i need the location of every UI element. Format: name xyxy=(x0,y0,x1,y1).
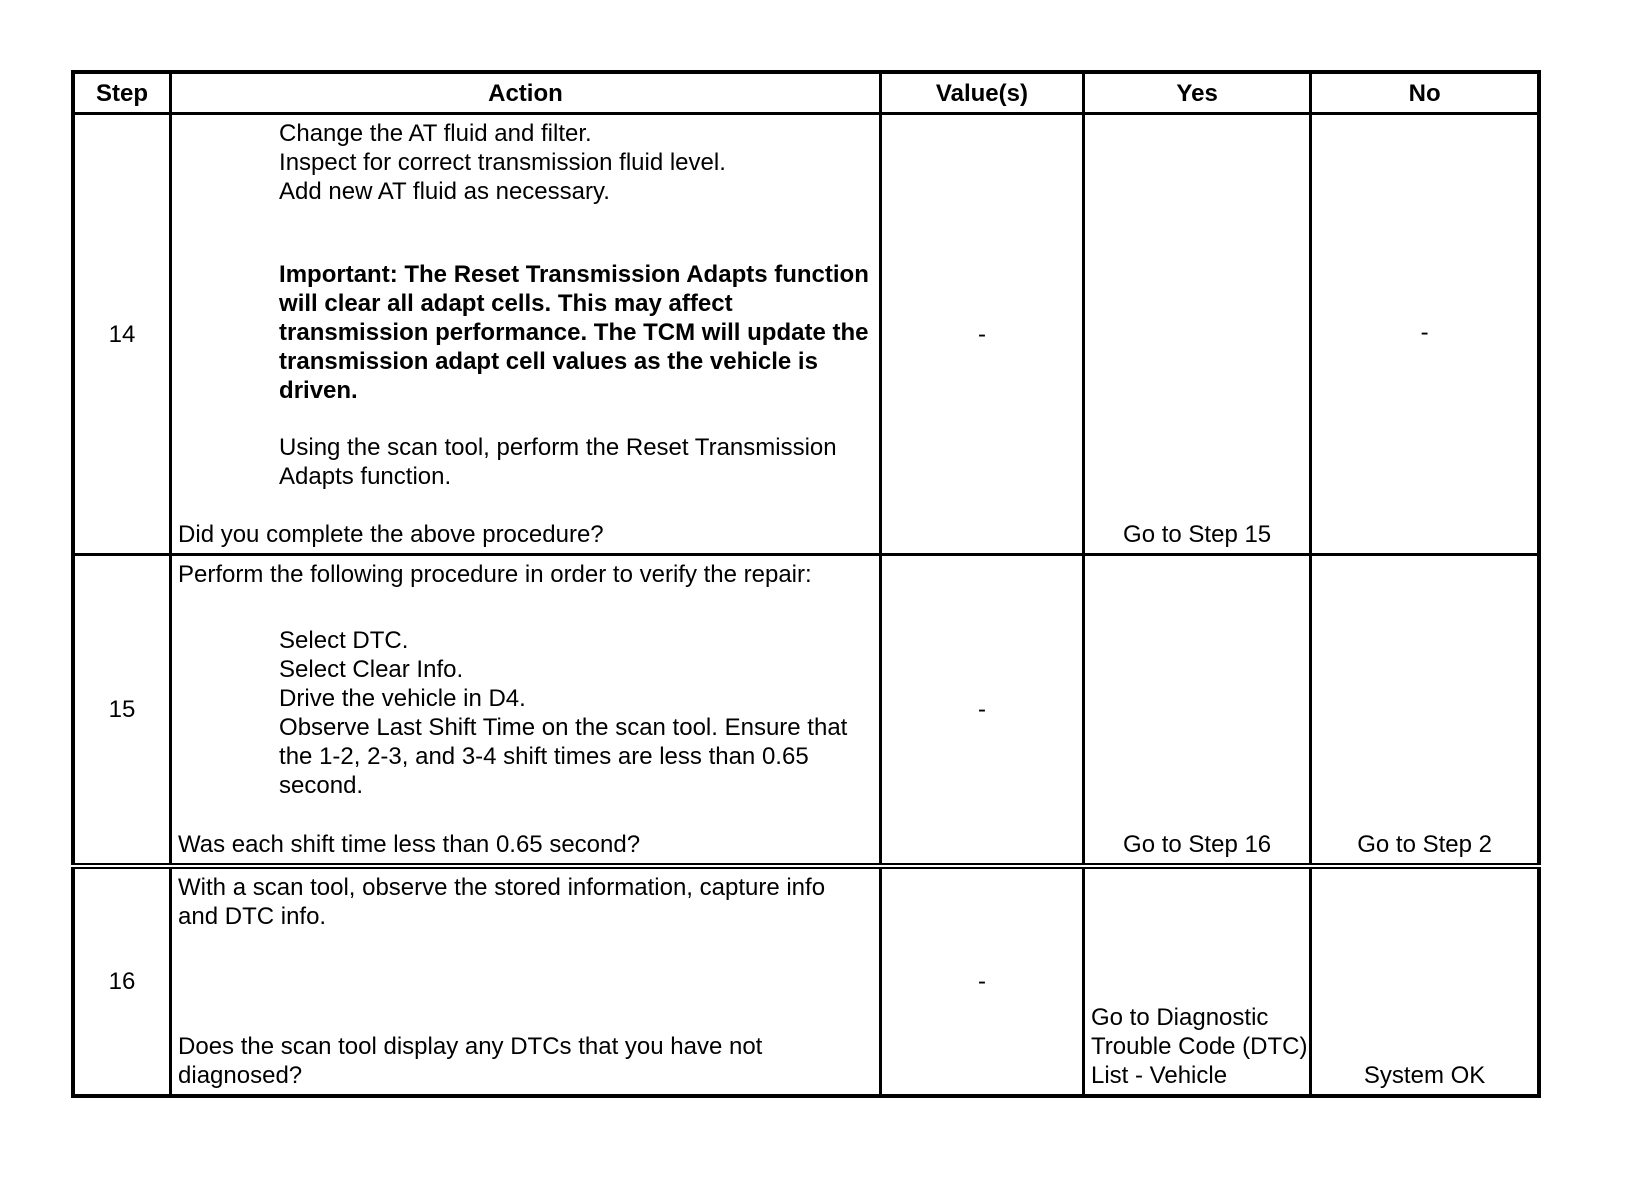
no-outcome: System OK xyxy=(1311,866,1539,1096)
action-cell xyxy=(171,866,881,1096)
header-step: Step xyxy=(73,72,171,114)
header-row xyxy=(73,72,1539,114)
action-line: Inspect for correct transmission fluid level. xyxy=(279,149,726,176)
value-cell: - xyxy=(880,866,1083,1096)
action-intro: Perform the following procedure in order to verify the repair: xyxy=(178,561,812,588)
table-row-step-14 xyxy=(73,114,1539,555)
table-row-step-16 xyxy=(73,866,1539,1096)
action-intro: With a scan tool, observe the stored information, capture info and DTC info. xyxy=(178,874,826,930)
action-line: Using the scan tool, perform the Reset Transmission Adapts function. xyxy=(279,434,837,490)
step-number: 14 xyxy=(73,114,171,555)
value-cell: - xyxy=(880,114,1083,555)
action-line: Drive the vehicle in D4. xyxy=(279,685,526,712)
important-note: Important: The Reset Transmission Adapts function will clear all adapt cells. This may affect transmission performance. The TCM will update the transmission adapt cell values as the vehicle is driven. xyxy=(279,261,869,404)
no-outcome: Go to Step 2 xyxy=(1311,555,1539,867)
action-cell xyxy=(171,114,881,555)
yes-outcome: Go to Step 16 xyxy=(1083,555,1310,867)
action-line: Change the AT fluid and filter. xyxy=(279,120,592,147)
action-line: Observe Last Shift Time on the scan tool. Ensure that the 1-2, 2-3, and 3-4 shift times are less than 0.65 second. xyxy=(279,714,848,799)
question-text: Was each shift time less than 0.65 second? xyxy=(178,831,641,858)
question-text: Does the scan tool display any DTCs that you have not diagnosed? xyxy=(178,1033,763,1089)
table-row-step-15 xyxy=(73,555,1539,867)
header-action: Action xyxy=(171,72,881,114)
yes-outcome: Go to Diagnostic Trouble Code (DTC) List - Vehicle xyxy=(1083,866,1310,1096)
action-cell xyxy=(171,555,881,867)
step-number: 15 xyxy=(73,555,171,867)
action-line: Add new AT fluid as necessary. xyxy=(279,178,610,205)
yes-outcome: Go to Step 15 xyxy=(1083,114,1310,555)
action-line: Select DTC. xyxy=(279,627,409,654)
value-cell: - xyxy=(880,555,1083,867)
no-outcome: - xyxy=(1311,114,1539,555)
action-line: Select Clear Info. xyxy=(279,656,464,683)
header-values: Value(s) xyxy=(880,72,1083,114)
diagnostic-table xyxy=(71,70,1541,1098)
question-text: Did you complete the above procedure? xyxy=(178,521,604,548)
header-no: No xyxy=(1311,72,1539,114)
step-number: 16 xyxy=(73,866,171,1096)
header-yes: Yes xyxy=(1083,72,1310,114)
